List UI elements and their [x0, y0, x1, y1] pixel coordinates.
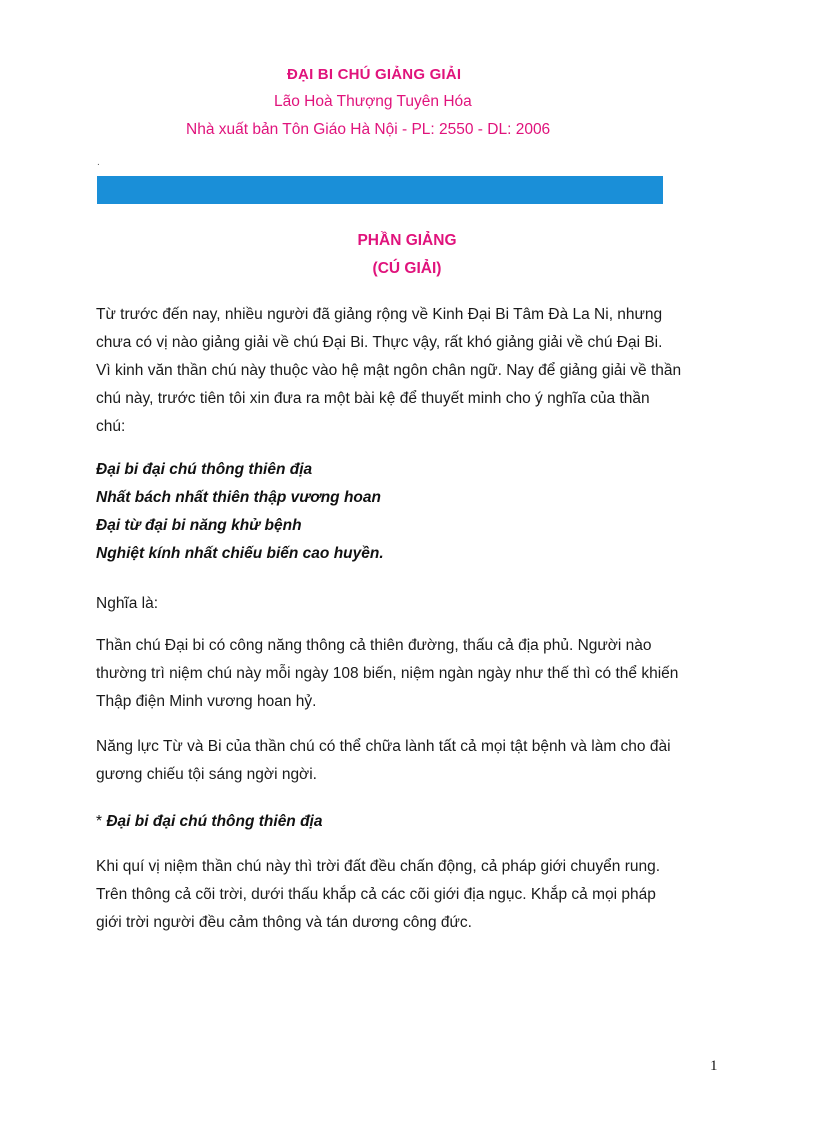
meaning-paragraph [96, 632, 721, 716]
meaning-line: thường trì niệm chú này mỗi ngày 108 biến, niệm ngàn ngày như thế thì có thể khiến [96, 665, 679, 682]
intro-line: chú này, trước tiên tôi xin đưa ra một bài kệ để thuyết minh cho ý nghĩa của thần [96, 390, 650, 407]
verse-line: Nhất bách nhất thiên thập vương hoan [96, 489, 381, 506]
meaning-line: Thần chú Đại bi có công năng thông cả thiên đường, thấu cả địa phủ. Người nào [96, 637, 652, 654]
section-subtitle [0, 260, 816, 278]
intro-line: Từ trước đến nay, nhiều người đã giảng rộng về Kinh Đại Bi Tâm Đà La Ni, nhưng [96, 306, 663, 323]
verse-line: Đại bi đại chú thông thiên địa [96, 461, 313, 478]
section-subtitle-text: (CÚ GIẢI) [372, 260, 442, 277]
subheading-star: * [96, 813, 107, 830]
intro-line: chưa có vị nào giảng giải về chú Đại Bi. Thực vậy, rất khó giảng giải về chú Đại Bi. [96, 334, 663, 351]
explanation-line: Khi quí vị niệm thần chú này thì trời đất đều chấn động, cả pháp giới chuyển rung. [96, 858, 661, 875]
publisher-line: Nhà xuất bản Tôn Giáo Hà Nội - PL: 2550 - DL: 2006 [186, 121, 551, 138]
page-number: 1 [710, 1058, 718, 1074]
intro-line: Vì kinh văn thần chú này thuộc vào hệ mật ngôn chân ngữ. Nay để giảng giải về thần [96, 362, 682, 379]
section-title [0, 232, 816, 250]
power-paragraph [96, 733, 721, 789]
explanation-line: Trên thông cả cõi trời, dưới thấu khắp cả các cõi giới địa ngục. Khắp cả mọi pháp [96, 886, 656, 903]
subheading-text: Đại bi đại chú thông thiên địa [106, 813, 323, 830]
meaning-line: Thập điện Minh vương hoan hỷ. [96, 693, 317, 710]
power-line: gương chiếu tội sáng ngời ngời. [96, 766, 317, 783]
document-title: ĐẠI BI CHÚ GIẢNG GIẢI [287, 66, 462, 83]
verse-line: Đại từ đại bi năng khử bệnh [96, 517, 302, 534]
section-title-text: PHẦN GIẢNG [357, 232, 457, 249]
meaning-label: Nghĩa là: [96, 595, 159, 612]
blue-banner-bar [97, 176, 663, 204]
author-line: Lão Hoà Thượng Tuyên Hóa [274, 93, 472, 110]
verse-line: Nghiệt kính nhất chiếu biến cao huyền. [96, 545, 384, 562]
intro-paragraph [96, 301, 721, 441]
power-line: Năng lực Từ và Bi của thần chú có thể chữa lành tất cả mọi tật bệnh và làm cho đài [96, 738, 671, 755]
intro-line: chú: [96, 418, 126, 435]
explanation-paragraph [96, 853, 721, 937]
explanation-line: giới trời người đều cảm thông và tán dương công đức. [96, 914, 472, 931]
subheading [96, 808, 322, 836]
stray-dot: . [97, 157, 100, 168]
verse-block [96, 456, 696, 568]
